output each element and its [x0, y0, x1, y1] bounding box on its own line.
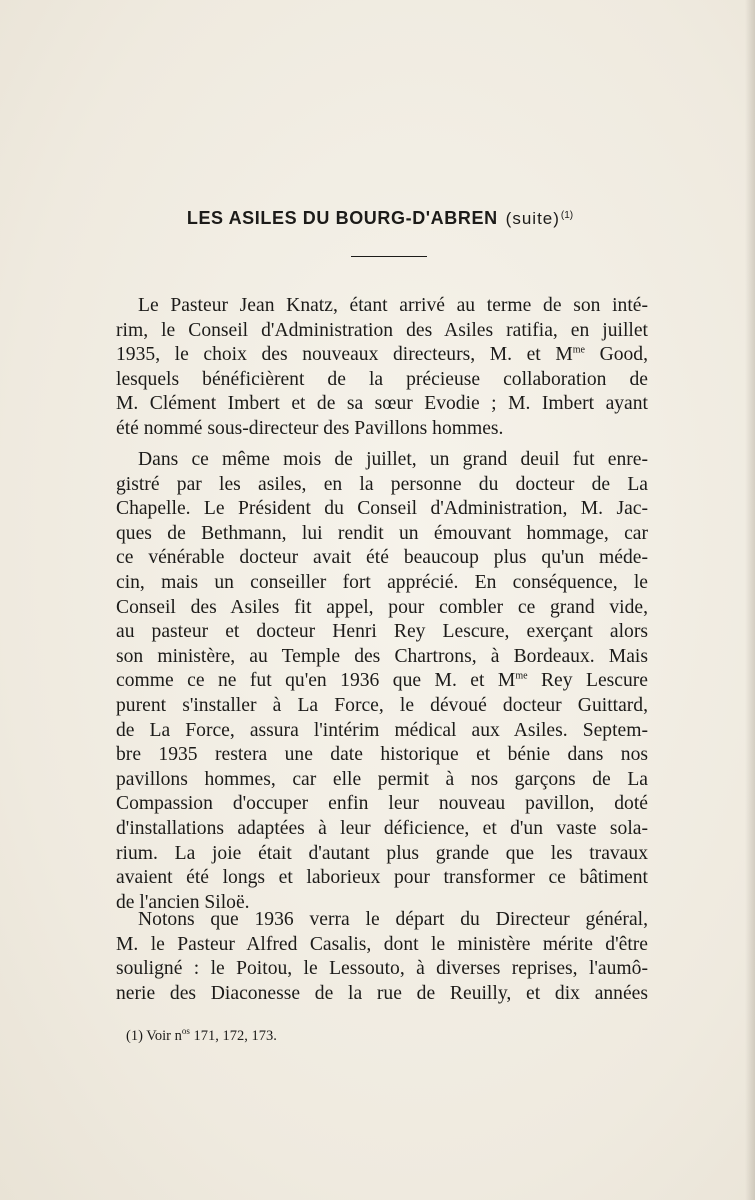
paragraph-1: [116, 294, 648, 442]
paragraph-line: été nommé sous-directeur des Pavillons hommes.: [116, 417, 504, 439]
paragraph-line: rim, le Conseil d'Administration des Asiles ratifia, en juillet: [116, 319, 648, 341]
paragraph-line: nerie des Diaconesse de la rue de Reuilly, et dix années: [116, 982, 648, 1004]
paragraph-line: avaient été longs et laborieux pour transformer ce bâtiment: [116, 867, 648, 889]
paragraph-line: de La Force, assura l'intérim médical aux Asiles. Septem-: [116, 719, 648, 741]
paragraph-line: Compassion d'occuper enfin leur nouveau pavillon, doté: [116, 793, 648, 815]
paragraph-line: souligné : le Poitou, le Lessouto, à diverses reprises, l'aumô-: [116, 958, 648, 980]
paragraph-line: ce vénérable docteur avait été beaucoup plus qu'un méde-: [116, 547, 648, 569]
paragraph-line: 1935, le choix des nouveaux directeurs, M. et $M^{me}$ Good,: [116, 344, 649, 366]
paragraph-line: cin, mais un conseiller fort apprécié. En conséquence, le: [116, 571, 648, 593]
paragraph-line: ques de Bethmann, lui rendit un émouvant hommage, car: [116, 522, 648, 544]
footnote: (1) Voir $n^{os}$ 171, 172, 173.: [126, 1026, 277, 1044]
title-block: [120, 208, 640, 229]
paragraph-line: de l'ancien Siloë.: [116, 891, 250, 913]
paragraph-line: Chapelle. Le Président du Conseil d'Administration, M. Jac-: [116, 498, 648, 520]
page-edge-shadow: [745, 0, 755, 1200]
paragraph-line: gistré par les asiles, en la personne du docteur de La: [116, 473, 648, 495]
title-suite: (suite): [505, 209, 560, 228]
paragraph-line: son ministère, au Temple des Chartrons, à Bordeaux. Mais: [116, 645, 648, 667]
paragraph-3: [116, 908, 648, 1006]
title-rule: [351, 256, 427, 257]
paragraph-line: comme ce ne fut qu'en 1936 que M. et $M^{me}$ Rey Lescure: [116, 670, 648, 692]
paragraph-line: Conseil des Asiles fit appel, pour combler ce grand vide,: [116, 596, 648, 618]
paragraph-line: M. le Pasteur Alfred Casalis, dont le ministère mérite d'être: [116, 933, 648, 955]
paragraph-line: pavillons hommes, car elle permit à nos garçons de La: [116, 768, 648, 790]
paragraph-line: rium. La joie était d'autant plus grande que les travaux: [116, 842, 648, 864]
paragraph-line: purent s'installer à La Force, le dévoué docteur Guittard,: [116, 694, 648, 716]
paragraph-line: bre 1935 restera une date historique et bénie dans nos: [116, 744, 648, 766]
paragraph-line: au pasteur et docteur Henri Rey Lescure, exerçant alors: [116, 621, 648, 643]
footnote-reference: (1): [560, 209, 574, 221]
paragraph-line: Dans ce même mois de juillet, un grand deuil fut enre-: [138, 449, 648, 470]
page-title: LES ASILES DU BOURG-D'ABREN: [186, 208, 498, 228]
paragraph-line: d'installations adaptées à leur déficience, et d'un vaste sola-: [116, 817, 648, 839]
paragraph-line: Notons que 1936 verra le départ du Directeur général,: [138, 909, 648, 930]
paragraph-line: Le Pasteur Jean Knatz, étant arrivé au terme de son inté-: [138, 295, 648, 316]
paragraph-line: M. Clément Imbert et de sa sœur Evodie ; M. Imbert ayant: [116, 393, 648, 415]
paragraph-line: lesquels bénéficièrent de la précieuse collaboration de: [116, 368, 648, 390]
paragraph-2: [116, 448, 648, 915]
